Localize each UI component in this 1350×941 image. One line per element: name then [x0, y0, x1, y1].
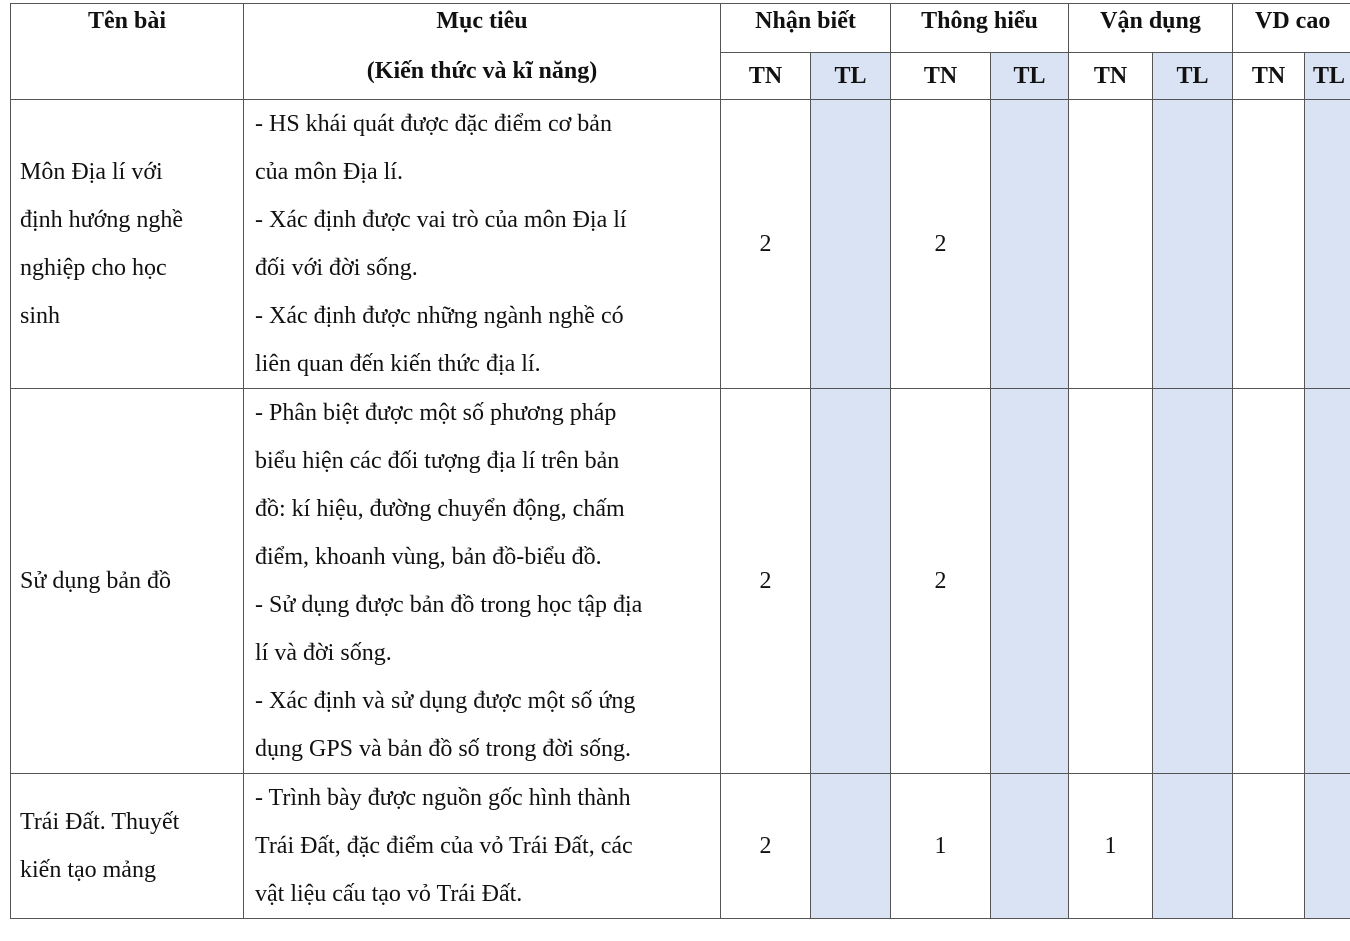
count-cell: 1	[891, 774, 991, 919]
header-muc-tieu-subtitle: (Kiến thức và kĩ năng)	[366, 58, 598, 84]
header-level-vd-cao: VD cao	[1233, 4, 1350, 53]
count-cell	[991, 100, 1069, 389]
exam-matrix-table	[10, 3, 1350, 919]
header-tn: TN	[721, 53, 811, 100]
count-cell	[1069, 389, 1153, 774]
lesson-name: Trái Đất. Thuyết kiến tạo mảng	[11, 774, 244, 919]
count-cell: 2	[891, 389, 991, 774]
count-cell	[991, 774, 1069, 919]
table-row	[11, 100, 1350, 389]
header-tl: TL	[1153, 53, 1233, 100]
count-cell: 1	[1069, 774, 1153, 919]
count-cell: 2	[891, 100, 991, 389]
count-cell	[811, 389, 891, 774]
header-tn: TN	[1069, 53, 1153, 100]
count-cell	[1153, 100, 1233, 389]
lesson-name: Sử dụng bản đồ	[11, 389, 244, 774]
table-row	[11, 389, 1350, 774]
count-cell	[811, 100, 891, 389]
count-cell	[1153, 389, 1233, 774]
count-cell	[1233, 774, 1305, 919]
header-muc-tieu-title: Mục tiêu	[436, 8, 528, 34]
count-cell: 2	[721, 389, 811, 774]
header-tn: TN	[891, 53, 991, 100]
header-level-thong-hieu: Thông hiểu	[891, 4, 1069, 53]
header-tl: TL	[991, 53, 1069, 100]
header-row-levels	[11, 4, 1350, 53]
document-page	[10, 3, 1350, 919]
header-tn: TN	[1233, 53, 1305, 100]
count-cell	[1153, 774, 1233, 919]
count-cell	[1305, 100, 1350, 389]
header-level-van-dung: Vận dụng	[1069, 4, 1233, 53]
count-cell	[1305, 389, 1350, 774]
header-ten-bai: Tên bài	[11, 4, 244, 100]
header-tl: TL	[1305, 53, 1350, 100]
lesson-name: Môn Địa lí với định hướng nghề nghiệp cho học sinh	[11, 100, 244, 389]
lesson-objective: - Phân biệt được một số phương pháp biểu hiện các đối tượng địa lí trên bản đồ: kí hiệu, đường chuyển động, chấm điểm, khoanh vùng, bản đồ-biểu đồ. - Sử dụng được bản đồ trong học tập địa lí và đời sống. - Xác định và sử dụng được một số ứng dụng GPS và bản đồ số trong đời sống.	[244, 389, 721, 774]
table-row	[11, 774, 1350, 919]
header-level-nhan-biet: Nhận biết	[721, 4, 891, 53]
count-cell	[1233, 100, 1305, 389]
count-cell	[991, 389, 1069, 774]
header-tl: TL	[811, 53, 891, 100]
count-cell	[811, 774, 891, 919]
count-cell	[1233, 389, 1305, 774]
count-cell	[1069, 100, 1153, 389]
count-cell: 2	[721, 774, 811, 919]
lesson-objective: - Trình bày được nguồn gốc hình thành Trái Đất, đặc điểm của vỏ Trái Đất, các vật liệu cấu tạo vỏ Trái Đất.	[244, 774, 721, 919]
count-cell	[1305, 774, 1350, 919]
lesson-objective: - HS khái quát được đặc điểm cơ bản của môn Địa lí. - Xác định được vai trò của môn Địa lí đối với đời sống. - Xác định được những ngành nghề có liên quan đến kiến thức địa lí.	[244, 100, 721, 389]
header-muc-tieu	[244, 4, 721, 100]
count-cell: 2	[721, 100, 811, 389]
